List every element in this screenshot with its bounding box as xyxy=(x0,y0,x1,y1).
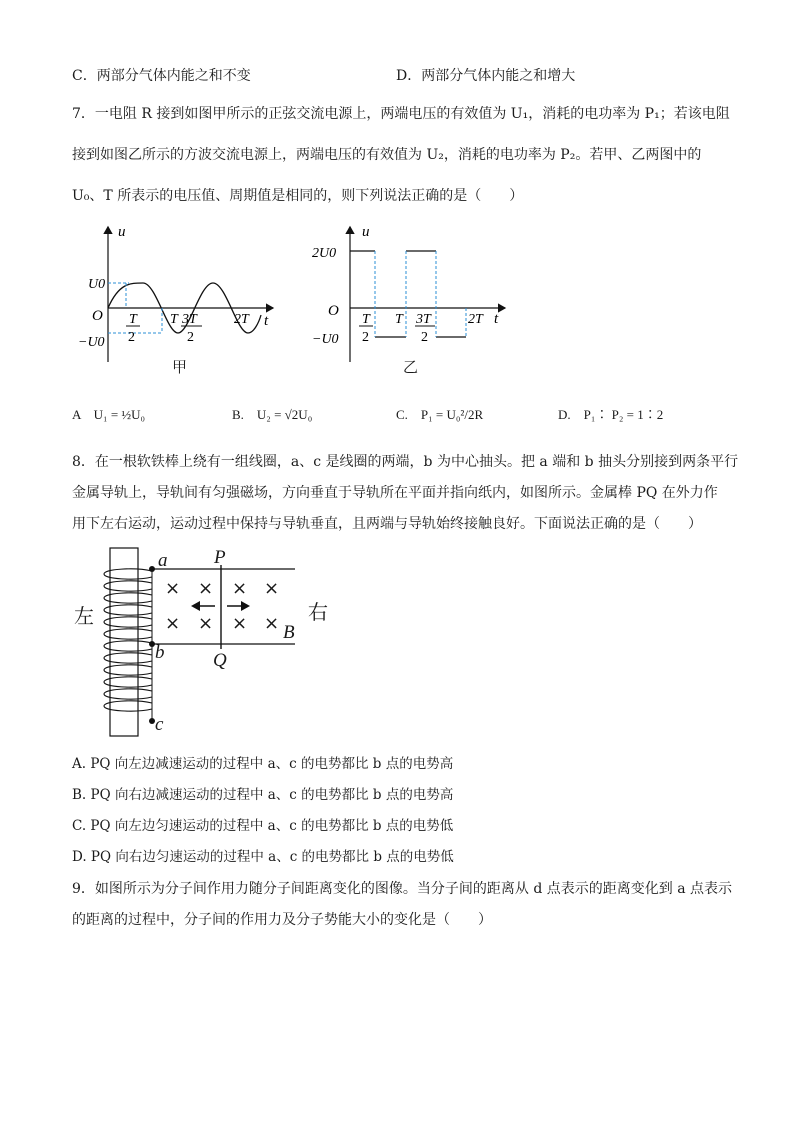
label-B: B xyxy=(283,622,295,643)
figure-yi-caption: 乙 xyxy=(403,358,419,376)
jia-axis-t: t xyxy=(264,313,269,329)
label-right: 右 xyxy=(308,600,328,624)
field-cross: × xyxy=(232,578,248,599)
jia-label-u0: U0 xyxy=(88,277,106,292)
jia-tick-2T: 2T xyxy=(234,312,249,327)
q7-stem-line3: U₀、T 所表示的电压值、周期值是相同的，则下列说法正确的是（ ） xyxy=(72,188,524,204)
label-left: 左 xyxy=(74,604,94,628)
yi-label-neg-u0: −U0 xyxy=(312,332,339,347)
jia-tick-T2-num: T xyxy=(129,312,137,327)
jia-tick-T: T xyxy=(170,312,178,327)
field-cross: × xyxy=(165,613,181,634)
field-cross: × xyxy=(198,613,214,634)
jia-tick-3T2-den: 2 xyxy=(187,330,194,345)
q7-option-a: A U₁ = ½U₀ xyxy=(72,407,146,422)
q7-stem-line2: 接到如图乙所示的方波交流电源上，两端电压的有效值为 U₂，消耗的电功率为 P₂。若甲、乙两图中的 xyxy=(72,147,702,163)
jia-tick-T2-den: 2 xyxy=(128,330,135,345)
yi-tick-3T2-den: 2 xyxy=(421,330,428,345)
label-Q: Q xyxy=(213,650,227,671)
field-cross: × xyxy=(165,578,181,599)
q8-stem-line2: 金属导轨上，导轨间有匀强磁场，方向垂直于导轨所在平面并指向纸内，如图所示。金属棒 PQ 在外力作 xyxy=(72,485,718,501)
q8-option-d: D. PQ 向右边匀速运动的过程中 a、c 的电势都比 b 点的电势低 xyxy=(72,849,454,865)
q6-option-d: D．两部分气体内能之和增大 xyxy=(396,68,576,84)
q7-option-b: B. U₂ = √2U₀ xyxy=(232,407,313,422)
q8-stem-line1: 8．在一根软铁棒上绕有一组线圈，a、c 是线圈的两端，b 为中心抽头。把 a 端和 b 抽头分别接到两条平行 xyxy=(72,454,739,470)
figure-coil-rails xyxy=(70,545,340,740)
q7-stem-line1: 7．一电阻 R 接到如图甲所示的正弦交流电源上，两端电压的有效值为 U₁，消耗的电功率为 P₁；若该电阻 xyxy=(72,106,730,122)
coil-windings xyxy=(104,569,152,711)
field-cross: × xyxy=(264,578,280,599)
jia-label-neg-u0: −U0 xyxy=(78,335,105,350)
label-a: a xyxy=(158,550,168,571)
q8-option-a: A. PQ 向左边减速运动的过程中 a、c 的电势都比 b 点的电势高 xyxy=(72,756,454,772)
q7-option-c: C. P₁ = U₀²/2R xyxy=(396,407,484,422)
yi-tick-3T2-num: 3T xyxy=(416,312,431,327)
field-cross: × xyxy=(264,613,280,634)
yi-axis-t: t xyxy=(494,311,499,327)
yi-tick-2T: 2T xyxy=(468,312,483,327)
yi-axis-u: u xyxy=(362,224,370,240)
q6-option-c: C．两部分气体内能之和不变 xyxy=(72,68,251,84)
q8-stem-line3: 用下左右运动，运动过程中保持与导轨垂直，且两端与导轨始终接触良好。下面说法正确的是（ ） xyxy=(72,516,702,532)
yi-tick-T2-num: T xyxy=(362,312,370,327)
field-cross: × xyxy=(198,578,214,599)
field-cross: × xyxy=(232,613,248,634)
q8-option-b: B. PQ 向右边减速运动的过程中 a、c 的电势都比 b 点的电势高 xyxy=(72,787,454,803)
q7-option-d: D. P₁∶ P₂ = 1∶2 xyxy=(558,407,664,422)
q9-stem-line2: 的距离的过程中，分子间的作用力及分子势能大小的变化是（ ） xyxy=(72,912,492,928)
jia-origin: O xyxy=(92,308,103,324)
q9-stem-line1: 9．如图所示为分子间作用力随分子间距离变化的图像。当分子间的距离从 d 点表示的距离变化到 a 点表示 xyxy=(72,881,733,897)
label-P: P xyxy=(214,547,226,568)
q8-option-c: C. PQ 向左边匀速运动的过程中 a、c 的电势都比 b 点的电势低 xyxy=(72,818,454,834)
yi-tick-T2-den: 2 xyxy=(362,330,369,345)
yi-origin: O xyxy=(328,303,339,319)
label-b: b xyxy=(155,642,165,663)
figure-jia-caption: 甲 xyxy=(172,358,188,376)
yi-label-2u0: 2U0 xyxy=(312,246,337,261)
jia-tick-3T2-num: 3T xyxy=(182,312,197,327)
jia-axis-u: u xyxy=(118,224,126,240)
label-c: c xyxy=(155,714,164,735)
yi-tick-T: T xyxy=(395,312,403,327)
